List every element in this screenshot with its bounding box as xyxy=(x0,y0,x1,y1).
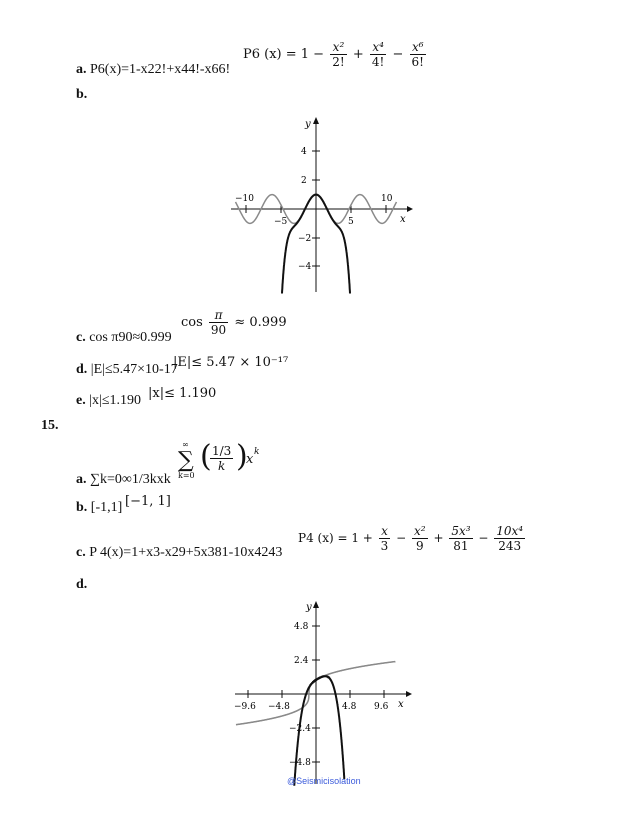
part-e-line xyxy=(76,393,141,409)
formula-lhs: P6 (x) = 1 − xyxy=(243,47,325,62)
graph-1-x-arrow xyxy=(407,206,413,212)
graph-2-x-arrow xyxy=(406,691,412,697)
part-e-plain-text: |x|≤1.190 xyxy=(89,393,142,408)
p15-c-formula: P4 (x) = 1 + $\frac{x}{3}$ − $\frac{\text{x²}}{9}$ + $\frac{\text{5x³}}{81}$ − $\frac{\text{10x⁴}}{243}$ xyxy=(298,524,524,553)
graph-1-x-tick-label: 10 xyxy=(381,194,393,204)
part-d-formula: |E|≤ 5.47 × 10⁻¹⁷ xyxy=(173,355,289,370)
fraction: $\frac{\text{x²}}{2!}$ xyxy=(332,40,345,69)
graph-2-x-tick-label: −9.6 xyxy=(234,702,256,712)
graph-2-y-tick-label: −4.8 xyxy=(289,758,311,768)
graph-1-x-tick-label: −5 xyxy=(274,217,288,227)
fraction: $\frac{\pi}{90}$ xyxy=(210,308,227,337)
graph-1 xyxy=(225,112,415,297)
part-a-label: a. xyxy=(76,62,87,77)
p15-a-line xyxy=(76,472,171,488)
graph-1-x-tick-label: −10 xyxy=(235,194,254,204)
graph-1-x-tick-label: 5 xyxy=(348,217,354,227)
graph-2-y-arrow xyxy=(313,601,319,608)
fraction: $\frac{\text{x⁶}}{6!}$ xyxy=(411,40,425,69)
part-d-label: d. xyxy=(76,362,88,377)
fraction: $\frac{\text{x⁴}}{4!}$ xyxy=(371,40,385,69)
graph-2-y-tick-label: 2.4 xyxy=(294,656,309,666)
graph-2-y-label: y xyxy=(306,602,312,613)
p15-d-label: d. xyxy=(76,577,88,592)
graph-2-x-ticks xyxy=(234,690,389,712)
part-c-formula: cos $\frac{\pi}{90}$ ≈ 0.999 xyxy=(181,308,287,337)
problem-number: 15. xyxy=(41,418,59,433)
graph-2-x-label: x xyxy=(398,699,404,710)
graph-2-x-tick-label: −4.8 xyxy=(268,702,290,712)
graph-2-y-ticks xyxy=(289,622,320,768)
fraction: $\frac{1/3}{k}$ xyxy=(212,444,232,473)
fraction: $\frac{\text{5x³}}{81}$ xyxy=(451,524,471,553)
p15-c-line xyxy=(76,545,282,561)
p15-c-label: c. xyxy=(76,545,86,560)
p15-b-formula: [−1, 1] xyxy=(125,494,171,509)
graph-1-y-tick-label: −4 xyxy=(298,262,312,272)
graph-1-y-tick-label: 4 xyxy=(301,147,307,157)
part-c-line xyxy=(76,330,172,346)
part-b-label: b. xyxy=(76,87,88,102)
part-a-formula: P6 (x) = 1 − $\frac{\text{x²}}{2!}$ + $\frac{\text{x⁴}}{4!}$ − $\frac{\text{x⁶}}{6!}$ xyxy=(243,40,425,69)
part-d-line xyxy=(76,362,178,378)
part-c-plain-text: cos π90≈0.999 xyxy=(89,330,172,345)
part-d-plain-text: |E|≤5.47×10-17 xyxy=(90,362,178,377)
graph-1-y-label: y xyxy=(305,119,311,130)
graph-2-y-tick-label: 4.8 xyxy=(294,622,309,632)
p15-a-formula: ∞ ∑ k=0 ( $\frac{1/3}{k}$ ) x k xyxy=(178,439,260,480)
graph-2-x-tick-label: 4.8 xyxy=(342,702,357,712)
part-a-line xyxy=(76,62,230,78)
graph-1-x-label: x xyxy=(400,214,406,225)
graph-1-x-ticks xyxy=(235,194,393,227)
part-e-formula: |x|≤ 1.190 xyxy=(148,386,217,401)
watermark: @Seismicisolation xyxy=(287,776,361,786)
part-e-label: e. xyxy=(76,393,86,408)
graph-2-x-tick-label: 9.6 xyxy=(374,702,389,712)
p15-b-label: b. xyxy=(76,500,88,515)
p15-a-label: a. xyxy=(76,472,87,487)
part-c-label: c. xyxy=(76,330,86,345)
fraction: $\frac{x}{3}$ xyxy=(380,524,389,553)
graph-1-y-tick-label: −2 xyxy=(298,234,312,244)
p15-b-plain-text: [-1,1] xyxy=(90,500,123,515)
graph-1-y-tick-label: 2 xyxy=(301,176,307,186)
p15-c-plain-text: P 4(x)=1+x3-x29+5x381-10x4243 xyxy=(89,545,283,560)
p15-a-plain-text: ∑k=0∞1/3kxk xyxy=(90,472,171,487)
part-a-plain-text: P6(x)=1-x22!+x44!-x66! xyxy=(90,62,231,77)
graph-1-y-arrow xyxy=(313,117,319,124)
graph-2-y-tick-label: −2.4 xyxy=(289,724,311,734)
p15-b-line xyxy=(76,500,122,516)
fraction: $\frac{\text{10x⁴}}{243}$ xyxy=(496,524,524,553)
fraction: $\frac{\text{x²}}{9}$ xyxy=(414,524,426,553)
graph-2 xyxy=(230,598,415,788)
